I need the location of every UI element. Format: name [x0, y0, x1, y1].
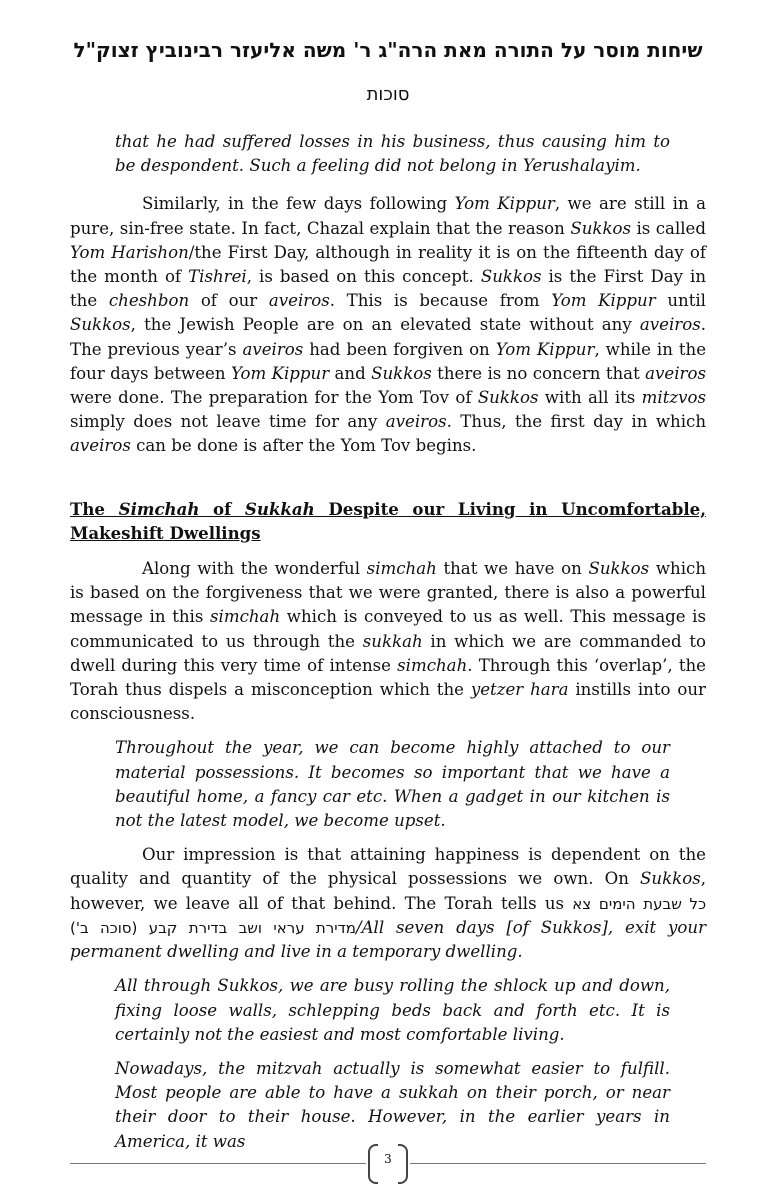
quote-paragraph-3: All through Sukkos, we are busy rolling the shlock up and down, fixing loose walls, schlepping beds back and forth etc. It is certainly not the easiest and most comfortable living. [115, 976, 670, 1044]
body-paragraph-1: Similarly, in the few days following Yom Kippur, we are still in a pure, sin-free state. In fact, Chazal explain that the reason Sukkos is called Yom Harishon/the First Day, although in reality it is on the fifteenth day of the month of Tishrei, is based on this concept. Sukkos is the First Day in the cheshbon of our aveiros. This is because from Yom Kippur until Sukkos, the Jewish People are on an elevated state without any aveiros. The previous year’s aveiros had been forgiven on Yom Kippur, while in the four days between Yom Kippur and Sukkos there is no concern that aveiros were done. The preparation for the Yom Tov of Sukkos with all its mitzvos simply does not leave time for any aveiros. Thus, the first day in which aveiros can be done is after the Yom Tov begins. [70, 194, 707, 456]
body-paragraph-2: Along with the wonderful simchah that we have on Sukkos which is based on the forgiveness that we were granted, there is also a powerful message in this simchah which is conveyed to us as well. This message is communicated to us through the sukkah in which we are commanded to dwell during this very time of intense simchah. Through this ‘overlap’, the Torah thus dispels a misconception which the yetzer hara instills into our consciousness. [70, 559, 707, 724]
footer-rule-right [410, 1163, 706, 1164]
section-heading: The Simchah of Sukkah Despite our Living in Uncomfortable, Makeshift Dwellings [70, 498, 706, 543]
running-header-title: שיחות מוסר על התורה מאת הרה"ג ר' משה אליעזר רבינוביץ זצוק"ל [73, 38, 703, 62]
quote-paragraph-4: Nowadays, the mitzvah actually is somewhat easier to fulfill. Most people are able to have a sukkah on their porch, or near their door to their house. However, in the earlier years in America, it was [115, 1058, 670, 1151]
footer-rule-left [70, 1163, 366, 1164]
body-paragraph-3: Our impression is that attaining happiness is dependent on the quality and quantity of the physical possessions we own. On Sukkos, however, we leave all of that behind. The Torah tells us כל שבעת הימים צא מדירת עראי ושב בדירת קבע (סוכה ב')/All seven days [of Sukkos], exit your permanent dwelling and live in a temporary dwelling. [70, 845, 707, 962]
running-header-subtitle: סוכות [366, 84, 410, 105]
quote-paragraph-2: Throughout the year, we can become highly attached to our material possessions. It becomes so important that we have a beautiful home, a fancy car etc. When a gadget in our kitchen is not the latest model, we become upset. [115, 738, 670, 831]
page-number: 3 [384, 1152, 392, 1166]
hebrew-citation: כל שבעת הימים צא מדירת עראי ושב בדירת קבע (סוכה ב') [70, 894, 707, 937]
body-text [70, 130, 706, 1154]
quote-paragraph-1: that he had suffered losses in his business, thus causing him to be despondent. Such a feeling did not belong in Yerushalayim. [115, 132, 670, 176]
